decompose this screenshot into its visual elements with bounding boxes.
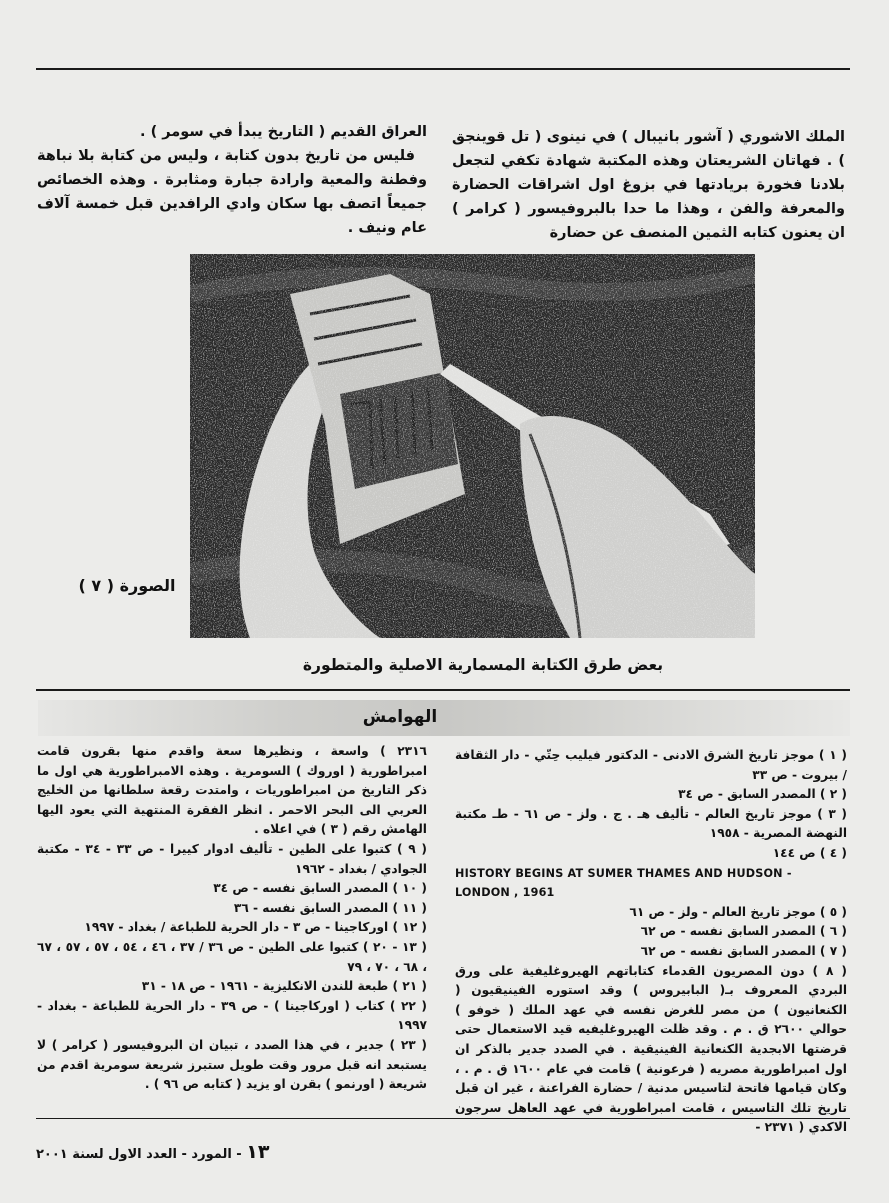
footnotes-left-column [37,742,427,1095]
footnote: ( ١٢ ) اوركاجينا - ص ٣ - دار الحرية للطباعة / بغداد - ١٩٩٧ [84,920,427,935]
footnote: ( ٢٣ ) جدير ، في هذا الصدد ، تبيان ان البروفيسور ( كرامر ) لا يستبعد انه قبل مرور وقت طويل ستبرز شريعة سومرية اقدم من شريعة ( اورنمو ) بقرن او يزيد ( كتابه ص ٩٦ ) . [37,1037,427,1092]
footer-rule [36,1118,850,1119]
footnote: ( ١٠ ) المصدر السابق نفسه - ص ٣٤ [213,881,427,896]
footnote: ( ٧ ) المصدر السابق نفسه - ص ٦٢ [640,943,847,958]
figure-caption: بعض طرق الكتابة المسمارية الاصلية والمتطورة [302,656,664,674]
footnote: ٢٣١٦ ) واسعة ، ونظيرها سعة واقدم منها بقرون قامت امبراطورية ( اوروك ) السومرية . وهذه الامبراطورية هي اول ما ذكر التاريخ من امبراطوريات ، وامتدت رقعة سلطانها من الخليج العربي الى البحر الاحمر . انظر الفقرة المنتهية التي يعود اليها الهامش رقم ( ٣ ) في اعلاه . [37,744,427,837]
footnote: ( ٢٢ ) كتاب ( اوركاجينا ) - ص ٣٩ - دار الحرية للطباعة - بغداد - ١٩٩٧ [37,998,427,1033]
body-paragraph: فليس من تاريخ بدون كتابة ، وليس من كتابة بلا نباهة وفطنة والمعية وارادة جبارة ومثابرة . وهذه الخصائص جميعاً اتصف بها سكان وادي الرافدين قبل خمسة آلاف عام ونيف . [37,148,427,236]
top-rule [36,68,850,70]
footnote: ( ١ ) موجز تاريخ الشرق الادنى - الدكتور فيليب حِتّي - دار الثقافة / بيروت - ص ٣٣ [455,748,847,782]
footnotes-title: الهوامش [362,707,438,727]
cuneiform-tablet-photo [190,254,755,638]
footnote: ( ٢١ ) طبعة للندن الانكليزية - ١٩٦١ - ص ١٨ - ٣١ [141,979,427,994]
page-number: ١٣ [246,1141,270,1163]
footnote: ( ٤ ) ص ١٤٤ [772,845,847,860]
footnotes-right-column [455,746,847,1138]
footnote: ( ٣ ) موجز تاريخ العالم - تأليف هـ . ج . ولز - ص ٦١ - طـ مكتبة النهضة المصرية - ١٩٥٨ [455,806,847,841]
figure-label: الصورة ( ٧ ) [78,576,176,595]
footnote: ( ٦ ) المصدر السابق نفسه - ص ٦٢ [640,924,847,939]
footnote: ( ١٣ - ٢٠ ) كتبوا على الطين - ص ٣٦ / ٣٧ ، ٤٦ ، ٥٤ ، ٥٧ ، ٥٧ ، ٦٧ ، ٦٨ ، ٧٠ ، ٧٩ [37,939,427,974]
footnote: ( ٥ ) موجز تاريخ العالم - ولز - ص ٦١ [629,904,847,919]
body-text-right-column [452,125,845,245]
body-paragraph: الملك الاشوري ( آشور بانيبال ) في نينوى ( تل قوينجق ) . فهاتان الشريعتان وهذه المكتبة شهادة تكفي لتجعل بلادنا فخورة بريادتها في بزوغ اول اشراقات الحضارة والمعرفة والفن ، وهذا ما حدا بالبروفيسور ( كرامر ) ان يعنون كتابه الثمين المنصف عن حضارة [452,129,845,241]
footnote: ( ٢ ) المصدر السابق - ص ٣٤ [678,787,847,802]
footnote: ( ١١ ) المصدر السابق نفسه - ٣٦ [233,900,427,915]
page-folio [36,1141,336,1163]
footnote: ( ٨ ) دون المصريون القدماء كتاباتهم الهيروغليفية على ورق البردي المعروف بـ( البابيروس ) وقد استوره الفينيقيون ( الكنعانيون ) من مصر للغرض نفسه في عهد الملك ( خوفو ) حوالي ٢٦٠٠ ق . م . وقد ظلت الهيروغليفيه قيد الاستعمال حتى قرضتها الابجدية الكنعانية الفينيقية . في الصدد جدير بالذكر ان اول امبراطورية مصريه ( فرعونية ) قامت في عام ١٦٠٠ ق . م . ، وكان قيامها فاتحة لتاسيس مدنية / حضارة الفراعنة ، غير ان قبل تاريخ تلك التاسيس ، قامت امبراطورية في عهد العاهل سرجون الاكدي ( ٢٣٧١ - [455,963,847,1135]
footnote: ( ٩ ) كتبوا على الطين - تأليف ادوار كييرا - ص ٣٣ - ٣٤ - مكتبة الجوادي / بغداد - ١٩٦٢ [37,841,427,876]
body-paragraph-end: العراق القديم ( التاريخ يبدأ في سومر ) . [140,124,427,140]
body-text-left-column [37,120,427,240]
footnote-english-title: HISTORY BEGINS AT SUMER THAMES AND HUDSON - LONDON , 1961 [455,866,792,900]
caption-rule [36,689,850,691]
journal-issue: - المورد - العدد الاول لسنة ٢٠٠١ [36,1147,242,1162]
